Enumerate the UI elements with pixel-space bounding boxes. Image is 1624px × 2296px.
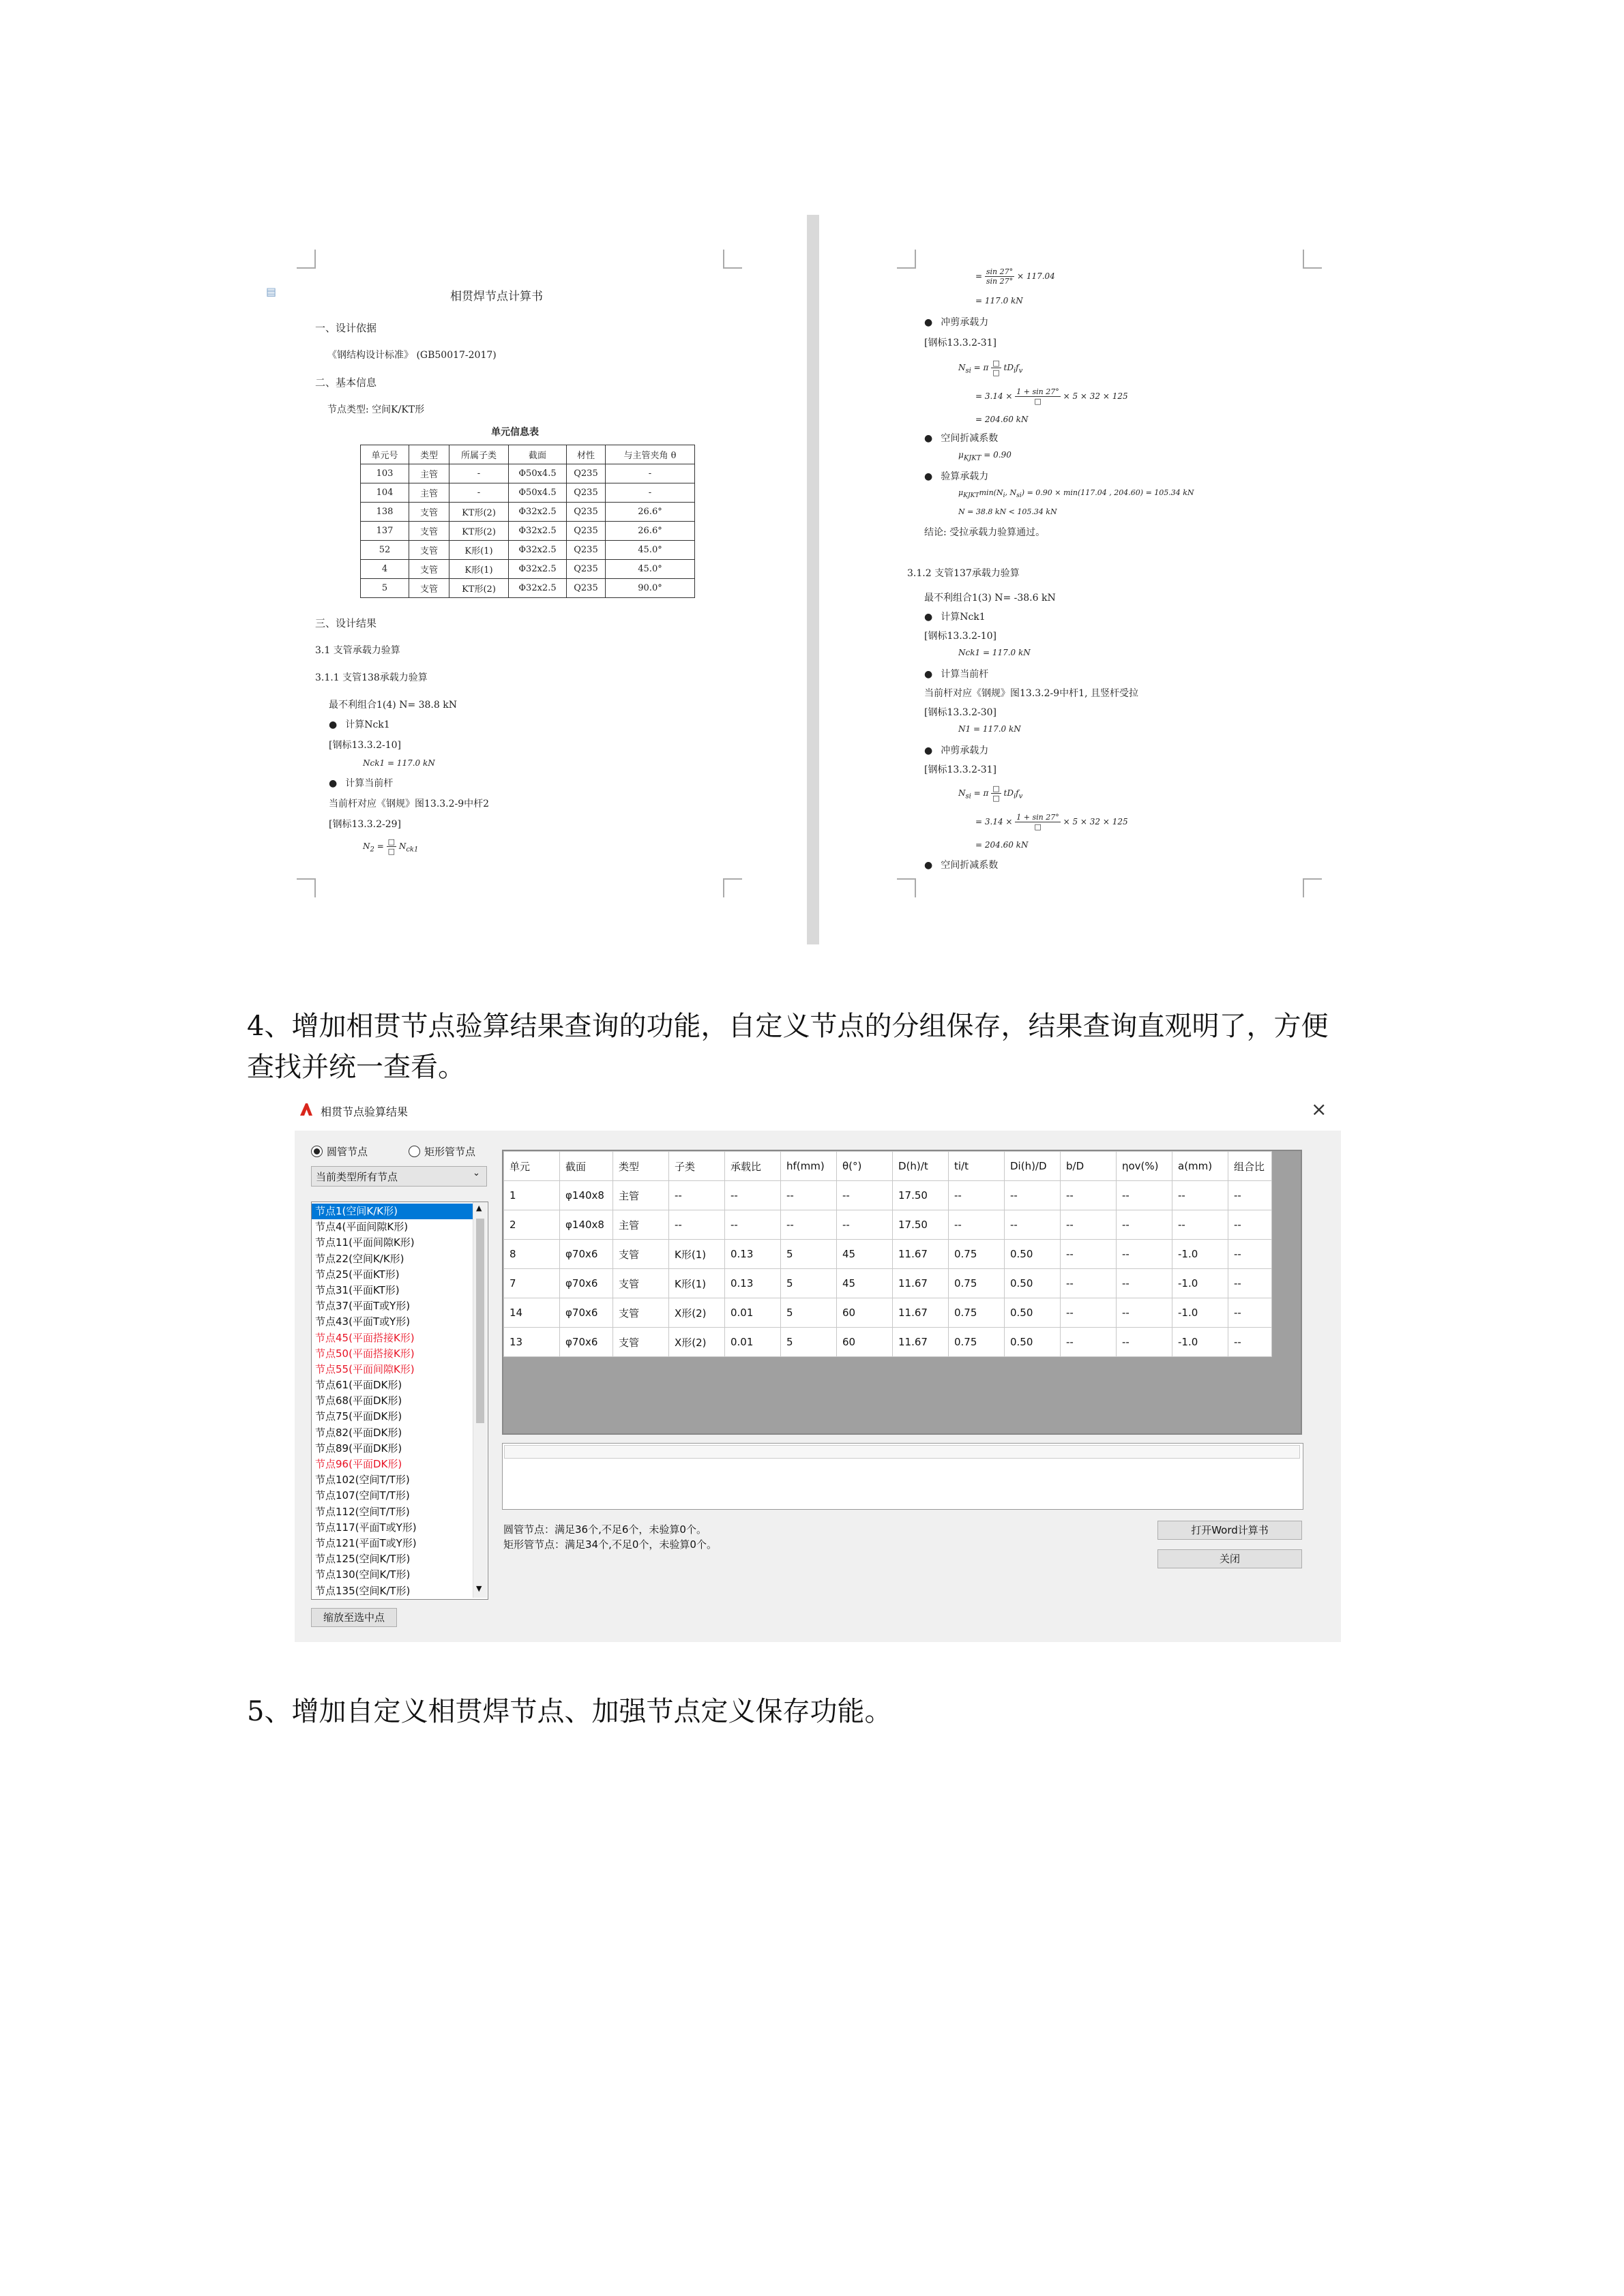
grid-cell: 60	[837, 1298, 893, 1328]
corner-mark	[297, 878, 316, 897]
node-list-item[interactable]: 节点1(空间K/K形)	[312, 1204, 473, 1219]
grid-cell: φ140x8	[560, 1210, 613, 1240]
grid-cell: --	[781, 1210, 837, 1240]
grid-cell: 0.50	[1005, 1298, 1061, 1328]
table-cell: 104	[361, 483, 409, 503]
table-title: 单元信息表	[491, 427, 539, 438]
table-row	[361, 541, 695, 560]
table-cell: 45.0°	[606, 541, 695, 560]
corner-mark	[897, 878, 916, 897]
grid-cell: --	[1172, 1210, 1228, 1240]
node-list-item[interactable]: 节点4(平面间隙K形)	[315, 1221, 409, 1234]
corner-mark	[723, 250, 742, 269]
node-list-item[interactable]: 节点25(平面KT形)	[315, 1268, 400, 1281]
doc-title: 相贯焊节点计算书	[450, 290, 543, 303]
grid-cell: --	[1061, 1210, 1117, 1240]
grid-cell: --	[1117, 1210, 1172, 1240]
grid-cell: 60	[837, 1328, 893, 1357]
node-list-item[interactable]: 节点31(平面KT形)	[315, 1283, 400, 1296]
radio-checked-icon	[311, 1146, 323, 1157]
table-cell: Q235	[567, 579, 606, 598]
doc-preview-right	[829, 225, 1361, 921]
grid-column-header[interactable]: θ(°)	[837, 1152, 893, 1181]
grid-cell: 0.50	[1005, 1328, 1061, 1357]
grid-cell: 0.75	[949, 1298, 1005, 1328]
close-button[interactable]: 关闭	[1157, 1549, 1302, 1568]
section-heading: 二、基本信息	[315, 376, 377, 389]
doc-text: 最不利组合1(3) N= -38.6 kN	[924, 593, 1056, 603]
table-cell: 5	[361, 579, 409, 598]
grid-row[interactable]	[504, 1328, 1272, 1357]
doc-text: 《钢结构设计标准》 (GB50017-2017)	[327, 350, 497, 361]
node-list-item[interactable]: 节点130(空间K/T形)	[315, 1568, 411, 1581]
formula: N1 = 117.0 kN	[958, 724, 1021, 734]
table-cell: 支管	[409, 560, 449, 579]
formula: $\mu_{KJKT}\min(N_i$, $N_{si}) = 0.90 \times \min(117.04$ , 204.60) = 105.34 kN	[958, 488, 1194, 500]
unit-info-table	[360, 445, 695, 598]
grid-cell: --	[1228, 1269, 1272, 1298]
grid-cell: φ140x8	[560, 1181, 613, 1210]
grid-cell: X形(2)	[669, 1298, 725, 1328]
fraction: $\frac{□}{□}$	[387, 837, 395, 856]
formula	[363, 837, 418, 856]
grid-row[interactable]	[504, 1181, 1272, 1210]
radio-unchecked-icon	[409, 1146, 420, 1157]
bullet-item: ● 计算Nck1	[924, 610, 986, 623]
grid-cell: --	[669, 1181, 725, 1210]
app-logo-icon	[299, 1102, 314, 1117]
grid-cell: --	[1228, 1298, 1272, 1328]
table-cell: 137	[361, 522, 409, 541]
table-cell: 103	[361, 464, 409, 483]
corner-mark	[1303, 250, 1322, 269]
grid-cell: 支管	[613, 1328, 669, 1357]
table-cell: Φ50x4.5	[509, 464, 567, 483]
node-list-item[interactable]: 节点55(平面间隙K形)	[315, 1362, 415, 1375]
node-list-item[interactable]: 节点117(平面T或Y形)	[315, 1521, 417, 1534]
formula: = 3.14 × $\frac{1 + \sin 27^\circ}{□}$ × 5 × 32 × 125	[975, 813, 1128, 831]
grid-cell: --	[1117, 1328, 1172, 1357]
grid-cell: K形(1)	[669, 1240, 725, 1269]
formula: Nck1 = 117.0 kN	[363, 758, 435, 768]
formula: = 117.0 kN	[975, 296, 1023, 305]
grid-cell: 0.75	[949, 1240, 1005, 1269]
table-cell: 支管	[409, 522, 449, 541]
grid-cell: 11.67	[893, 1328, 949, 1357]
table-cell: K形(1)	[449, 560, 509, 579]
fraction: $\frac{1 + \sin 27^\circ}{□}$	[1016, 813, 1059, 831]
grid-cell: 0.13	[725, 1269, 781, 1298]
bullet-item: ● 计算Nck1	[329, 717, 390, 731]
grid-cell: --	[1117, 1240, 1172, 1269]
doc-text: [钢标13.3.2-30]	[924, 707, 996, 718]
conclusion: 结论: 受拉承载力验算通过。	[924, 527, 1046, 538]
table-header-cell: 材性	[567, 445, 606, 464]
grid-cell: --	[1061, 1328, 1117, 1357]
grid-cell: 5	[781, 1240, 837, 1269]
paragraph-5: 5、增加自定义相贯焊节点、加强节点定义保存功能。	[247, 1696, 892, 1727]
grid-column-header[interactable]: D(h)/t	[893, 1152, 949, 1181]
bullet-item: ● 冲剪承载力	[924, 743, 988, 757]
select-value: 当前类型所有节点	[316, 1171, 398, 1183]
grid-cell: --	[1117, 1269, 1172, 1298]
paragraph-4-line2: 查找并统一查看。	[247, 1052, 465, 1083]
bullet-item: ● 计算当前杆	[329, 776, 393, 790]
grid-cell: 13	[504, 1328, 560, 1357]
table-row	[361, 522, 695, 541]
grid-cell: --	[669, 1210, 725, 1240]
node-listbox[interactable]	[311, 1202, 488, 1600]
grid-row[interactable]	[504, 1240, 1272, 1269]
table-cell: 26.6°	[606, 503, 695, 522]
doc-preview-left	[259, 225, 791, 921]
table-cell: Φ32x2.5	[509, 579, 567, 598]
result-grid[interactable]	[502, 1150, 1302, 1435]
grid-cell: --	[725, 1210, 781, 1240]
doc-text: 当前杆对应《钢规》图13.3.2-9中杆2	[329, 799, 490, 809]
table-cell: 主管	[409, 464, 449, 483]
grid-cell: φ70x6	[560, 1298, 613, 1328]
fraction: $\frac{1 + \sin 27^\circ}{□}$	[1016, 387, 1059, 406]
grid-column-header[interactable]: ηov(%)	[1117, 1152, 1172, 1181]
table-cell: 4	[361, 560, 409, 579]
grid-cell: --	[1061, 1240, 1117, 1269]
corner-mark	[723, 878, 742, 897]
grid-column-header[interactable]: 类型	[613, 1152, 669, 1181]
grid-column-header[interactable]: 组合比	[1228, 1152, 1272, 1181]
grid-cell: 5	[781, 1298, 837, 1328]
formula: = $\frac{\sin 27^\circ}{\sin 27^\circ}$ × 117.04	[975, 267, 1055, 286]
doc-text: [钢标13.3.2-10]	[329, 740, 401, 751]
fraction: $\frac{\sin 27^\circ}{\sin 27^\circ}$	[986, 267, 1014, 286]
grid-cell: --	[1005, 1210, 1061, 1240]
grid-cell: --	[1117, 1298, 1172, 1328]
doc-text: [钢标13.3.2-10]	[924, 631, 996, 642]
grid-column-header[interactable]: ti/t	[949, 1152, 1005, 1181]
formula: N = 38.8 kN < 105.34 kN	[958, 507, 1057, 516]
close-icon[interactable]: ×	[1311, 1098, 1327, 1120]
table-header-cell: 与主管夹角 θ	[606, 445, 695, 464]
grid-row[interactable]	[504, 1298, 1272, 1328]
table-header-cell: 类型	[409, 445, 449, 464]
node-list-item[interactable]: 节点61(平面DK形)	[315, 1379, 402, 1392]
grid-cell: 支管	[613, 1269, 669, 1298]
node-list-item[interactable]: 节点68(平面DK形)	[315, 1395, 402, 1407]
grid-cell: --	[781, 1181, 837, 1210]
grid-cell: --	[949, 1210, 1005, 1240]
grid-column-header[interactable]: 单元	[504, 1152, 560, 1181]
doc-text: 3.1.2 支管137承载力验算	[907, 568, 1020, 579]
grid-cell: 2	[504, 1210, 560, 1240]
table-cell: 支管	[409, 579, 449, 598]
grid-cell: --	[1061, 1298, 1117, 1328]
doc-text: 当前杆对应《钢规》图13.3.2-9中杆1, 且竖杆受拉	[924, 688, 1138, 699]
node-list-item[interactable]: 节点45(平面搭接K形)	[315, 1331, 415, 1344]
corner-mark	[1303, 878, 1322, 897]
grid-cell: 支管	[613, 1240, 669, 1269]
node-list-item[interactable]: 节点135(空间K/T形)	[315, 1584, 411, 1597]
node-list-item[interactable]: 节点11(平面间隙K形)	[315, 1236, 415, 1249]
doc-text: 最不利组合1(4) N= 38.8 kN	[329, 700, 457, 711]
grid-cell: 0.50	[1005, 1240, 1061, 1269]
scroll-down-icon[interactable]: ▼	[476, 1584, 482, 1593]
result-table	[503, 1151, 1272, 1357]
radio-rect-pipe[interactable]	[409, 1144, 475, 1159]
doc-text: 3.1 支管承载力验算	[315, 645, 400, 656]
grid-column-header[interactable]: Di(h)/D	[1005, 1152, 1061, 1181]
formula: = 204.60 kN	[975, 415, 1029, 424]
status-round: 圆管节点：满足36个,不足6个，未验算0个。	[503, 1523, 707, 1536]
grid-cell: 17.50	[893, 1181, 949, 1210]
table-cell: 52	[361, 541, 409, 560]
table-header-cell: 截面	[509, 445, 567, 464]
paragraph-4-line1: 4、增加相贯节点验算结果查询的功能，自定义节点的分组保存，结果查询直观明了，方便	[247, 1011, 1329, 1042]
formula-subscript: 2	[370, 846, 374, 854]
table-cell: Q235	[567, 503, 606, 522]
formula: = 3.14 × $\frac{1 + \sin 27^\circ}{□}$ × 5 × 32 × 125	[975, 387, 1128, 406]
grid-cell: 45	[837, 1240, 893, 1269]
node-list-item[interactable]: 节点43(平面T或Y形)	[315, 1315, 411, 1328]
table-cell: Φ32x2.5	[509, 503, 567, 522]
section-heading: 三、设计结果	[315, 617, 377, 629]
radio-round-pipe[interactable]	[311, 1144, 368, 1159]
table-cell: 主管	[409, 483, 449, 503]
grid-cell: -1.0	[1172, 1240, 1228, 1269]
table-cell: Φ32x2.5	[509, 560, 567, 579]
fraction: $\frac{□}{□}$	[992, 359, 1000, 377]
grid-cell: 0.01	[725, 1298, 781, 1328]
grid-cell: 0.01	[725, 1328, 781, 1357]
grid-cell: --	[1005, 1181, 1061, 1210]
table-cell: Q235	[567, 522, 606, 541]
grid-column-header[interactable]: b/D	[1061, 1152, 1117, 1181]
bullet-item: ● 计算当前杆	[924, 667, 988, 681]
doc-text: 节点类型: 空间K/KT形	[327, 404, 425, 415]
grid-column-header[interactable]: a(mm)	[1172, 1152, 1228, 1181]
formula: $N_{si} = \pi$ $\frac{□}{□}$ $tD_if_v$	[958, 784, 1023, 803]
message-line	[504, 1445, 1300, 1459]
table-cell: 支管	[409, 541, 449, 560]
grid-row[interactable]	[504, 1210, 1272, 1240]
message-box[interactable]	[502, 1443, 1303, 1510]
dialog-title: 相贯节点验算结果	[321, 1105, 409, 1118]
table-row	[361, 560, 695, 579]
table-row	[361, 483, 695, 503]
table-row	[361, 464, 695, 483]
grid-cell: --	[1228, 1181, 1272, 1210]
bullet-item: ● 冲剪承载力	[924, 315, 988, 329]
bullet-item: ● 空间折减系数	[924, 858, 998, 871]
table-cell: KT形(2)	[449, 579, 509, 598]
bullet-item: ● 空间折减系数	[924, 431, 998, 445]
grid-cell: 支管	[613, 1298, 669, 1328]
table-cell: 45.0°	[606, 560, 695, 579]
node-list-item[interactable]: 节点50(平面搭接K形)	[315, 1347, 415, 1360]
grid-column-header[interactable]: 子类	[669, 1152, 725, 1181]
node-list-item[interactable]: 节点37(平面T或Y形)	[315, 1300, 411, 1313]
node-list-item[interactable]: 节点89(平面DK形)	[315, 1442, 402, 1455]
grid-cell: 0.13	[725, 1240, 781, 1269]
formula: $N_{si} = \pi$ $\frac{□}{□}$ $tD_if_v$	[958, 359, 1023, 377]
grid-cell: 45	[837, 1269, 893, 1298]
page-separator	[807, 215, 819, 944]
grid-cell: K形(1)	[669, 1269, 725, 1298]
doc-text: [钢标13.3.2-29]	[329, 819, 401, 830]
grid-cell: 11.67	[893, 1269, 949, 1298]
table-cell: K形(1)	[449, 541, 509, 560]
grid-cell: --	[1061, 1181, 1117, 1210]
grid-cell: 5	[781, 1328, 837, 1357]
node-list-item[interactable]: 节点121(平面T或Y形)	[315, 1536, 417, 1549]
corner-mark	[897, 250, 916, 269]
node-list-item[interactable]: 节点112(空间T/T形)	[315, 1505, 410, 1518]
formula: $\mu_{KJKT} = 0.90$	[958, 450, 1012, 462]
node-list-item[interactable]: 节点82(平面DK形)	[315, 1426, 402, 1439]
grid-cell: 0.75	[949, 1269, 1005, 1298]
grid-column-header[interactable]: 承载比	[725, 1152, 781, 1181]
table-cell: Φ32x2.5	[509, 522, 567, 541]
formula-symbol: N	[398, 841, 407, 851]
scrollbar-thumb[interactable]	[476, 1219, 484, 1423]
table-row	[361, 503, 695, 522]
corner-mark	[297, 250, 316, 269]
table-cell: 支管	[409, 503, 449, 522]
node-list-item[interactable]: 节点102(空间T/T形)	[315, 1474, 410, 1487]
table-cell: 90.0°	[606, 579, 695, 598]
zoom-to-selected-button[interactable]: 缩放至选中点	[311, 1608, 397, 1627]
table-cell: Q235	[567, 541, 606, 560]
result-dialog	[295, 1092, 1341, 1642]
grid-cell: --	[1228, 1240, 1272, 1269]
grid-cell: 5	[781, 1269, 837, 1298]
node-list-item[interactable]: 节点125(空间K/T形)	[315, 1553, 411, 1566]
bullet-item: ● 验算承载力	[924, 469, 988, 483]
formula: Nck1 = 117.0 kN	[958, 648, 1031, 657]
grid-cell: 主管	[613, 1210, 669, 1240]
grid-cell: --	[1061, 1269, 1117, 1298]
table-cell: Q235	[567, 464, 606, 483]
section-heading: 一、设计依据	[315, 322, 377, 334]
table-cell: Q235	[567, 483, 606, 503]
radio-label: 矩形管节点	[424, 1146, 476, 1158]
node-list-item[interactable]: 节点96(平面DK形)	[315, 1458, 402, 1470]
fraction: $\frac{□}{□}$	[992, 784, 1000, 803]
table-cell: Φ32x2.5	[509, 541, 567, 560]
doc-text: 3.1.1 支管138承载力验算	[315, 672, 428, 683]
chevron-down-icon: ⌄	[473, 1168, 480, 1178]
grid-cell: φ70x6	[560, 1269, 613, 1298]
grid-cell: -1.0	[1172, 1298, 1228, 1328]
grid-cell: 17.50	[893, 1210, 949, 1240]
formula-symbol: =	[377, 841, 384, 851]
formula-text: × 117.04	[1016, 271, 1055, 281]
grid-cell: --	[837, 1210, 893, 1240]
scroll-up-icon[interactable]: ▲	[476, 1204, 482, 1212]
status-rect: 矩形管节点：满足34个,不足0个，未验算0个。	[503, 1538, 717, 1551]
doc-text: [钢标13.3.2-31]	[924, 338, 996, 348]
grid-cell: 11.67	[893, 1240, 949, 1269]
table-cell: -	[449, 483, 509, 503]
grid-cell: -1.0	[1172, 1328, 1228, 1357]
node-list-item[interactable]: 节点22(空间K/K形)	[315, 1252, 404, 1265]
table-row	[361, 579, 695, 598]
grid-cell: --	[949, 1181, 1005, 1210]
formula: = 204.60 kN	[975, 840, 1029, 850]
grid-cell: φ70x6	[560, 1328, 613, 1357]
grid-cell: 0.50	[1005, 1269, 1061, 1298]
grid-cell: 1	[504, 1181, 560, 1210]
table-cell: 26.6°	[606, 522, 695, 541]
grid-column-header[interactable]: 截面	[560, 1152, 613, 1181]
formula-subscript: ck1	[406, 846, 419, 854]
grid-cell: 0.75	[949, 1328, 1005, 1357]
node-list-item[interactable]: 节点107(空间T/T形)	[315, 1489, 410, 1502]
open-word-button[interactable]: 打开Word计算书	[1157, 1521, 1302, 1540]
doc-text: [钢标13.3.2-31]	[924, 764, 996, 775]
radio-label: 圆管节点	[327, 1146, 368, 1158]
grid-cell: --	[1228, 1210, 1272, 1240]
table-cell: 138	[361, 503, 409, 522]
grid-cell: --	[725, 1181, 781, 1210]
table-cell: KT形(2)	[449, 503, 509, 522]
table-cell: -	[606, 464, 695, 483]
node-list-item[interactable]: 节点75(平面DK形)	[315, 1410, 402, 1423]
dialog-titlebar	[295, 1092, 1341, 1131]
grid-cell: --	[1228, 1328, 1272, 1357]
grid-column-header[interactable]: hf(mm)	[781, 1152, 837, 1181]
grid-cell: 8	[504, 1240, 560, 1269]
grid-cell: φ70x6	[560, 1240, 613, 1269]
scrollbar[interactable]	[473, 1202, 487, 1598]
grid-cell: 14	[504, 1298, 560, 1328]
table-header-cell: 所属子类	[449, 445, 509, 464]
grid-cell: X形(2)	[669, 1328, 725, 1357]
grid-cell: --	[1172, 1181, 1228, 1210]
table-header-cell: 单元号	[361, 445, 409, 464]
grid-row[interactable]	[504, 1269, 1272, 1298]
grid-cell: --	[837, 1181, 893, 1210]
table-cell: Φ50x4.5	[509, 483, 567, 503]
table-cell: -	[449, 464, 509, 483]
grid-cell: --	[1117, 1181, 1172, 1210]
table-cell: Q235	[567, 560, 606, 579]
table-cell: KT形(2)	[449, 522, 509, 541]
formula-symbol: N	[363, 841, 370, 851]
grid-cell: 11.67	[893, 1298, 949, 1328]
node-filter-select[interactable]	[311, 1166, 487, 1187]
grid-cell: 主管	[613, 1181, 669, 1210]
document-icon: ▤	[266, 285, 277, 298]
table-cell: -	[606, 483, 695, 503]
grid-cell: 7	[504, 1269, 560, 1298]
grid-cell: -1.0	[1172, 1269, 1228, 1298]
